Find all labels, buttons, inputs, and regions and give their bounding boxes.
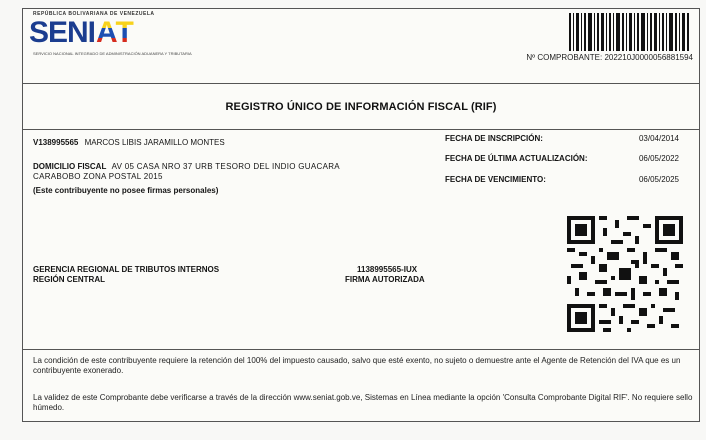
divider [23, 83, 699, 84]
actualizacion-label: FECHA DE ÚLTIMA ACTUALIZACIÓN: [445, 154, 588, 163]
firmas-note: (Este contribuyente no posee firmas personales) [33, 186, 219, 195]
inscripcion-label: FECHA DE INSCRIPCIÓN: [445, 134, 543, 143]
taxpayer-line [33, 138, 225, 148]
logo-subtitle: SERVICIO NACIONAL INTEGRADO DE ADMINISTRACIÓN ADUANERA Y TRIBUTARIA [33, 51, 192, 56]
comprobante-value: 202210J0000056881594 [604, 53, 693, 62]
barcode-icon [567, 13, 693, 51]
logo-word-flag: AT [96, 16, 134, 49]
domicilio-line-1 [33, 162, 340, 172]
vencimiento-label: FECHA DE VENCIMIENTO: [445, 175, 546, 184]
rif-number: V138995565 [33, 138, 79, 147]
comprobante-number [526, 53, 693, 62]
comprobante-label: Nº COMPROBANTE: [526, 53, 603, 62]
vencimiento-date: 06/05/2025 [638, 175, 679, 184]
actualizacion-date: 06/05/2022 [638, 154, 679, 163]
taxpayer-name: MARCOS LIBIS JARAMILLO MONTES [84, 138, 225, 147]
domicilio-address-1: AV 05 CASA NRO 37 URB TESORO DEL INDIO GUACARA [111, 162, 340, 171]
validity-notice: La validez de este Comprobante debe verificarse a través de la dirección www.seniat.gob.ve, Sistemas en Línea mediante la opción 'Consulta Comprobante Digital RIF'. No requiere sello húmedo. [33, 393, 693, 412]
firma-code: 1138995565-IUX [357, 265, 418, 274]
logo-word-main: SENI [29, 16, 96, 49]
divider [23, 129, 699, 130]
page-title: REGISTRO ÚNICO DE INFORMACIÓN FISCAL (RIF) [225, 101, 497, 113]
seniat-logo [29, 17, 134, 49]
inscripcion-date: 03/04/2014 [638, 134, 679, 143]
gerencia-line-2: REGIÓN CENTRAL [33, 275, 105, 284]
domicilio-label: DOMICILIO FISCAL [33, 162, 107, 171]
divider [23, 349, 699, 350]
qr-code-icon [567, 216, 683, 332]
retention-notice: La condición de este contribuyente requiere la retención del 100% del impuesto causado, salvo que esté exento, no sujeto o demuestre ante el Agente de Retención del IVA que es un contribuyente exonerado. [33, 356, 681, 375]
logo-top-text: REPÚBLICA BOLIVARIANA DE VENEZUELA [33, 11, 155, 17]
domicilio-address-2: CARABOBO ZONA POSTAL 2015 [33, 172, 163, 181]
firma-label: FIRMA AUTORIZADA [345, 275, 425, 284]
gerencia-line-1: GERENCIA REGIONAL DE TRIBUTOS INTERNOS [33, 265, 220, 274]
rif-certificate [22, 8, 700, 422]
